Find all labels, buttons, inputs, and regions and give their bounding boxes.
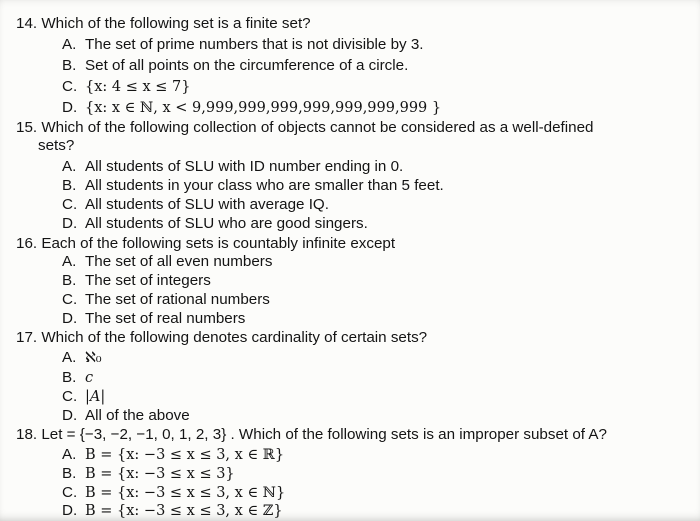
option-letter: B. (62, 465, 77, 482)
question-17-option-d (62, 406, 190, 425)
option-letter: D. (62, 99, 78, 116)
question-18-option-b (62, 464, 235, 484)
question-16-option-a (62, 252, 272, 271)
question-14-option-a (62, 35, 424, 54)
option-text: ℵ₀ (85, 350, 102, 366)
option-text: The set of real numbers (85, 310, 246, 327)
option-text: {x: 4 ≤ x ≤ 7} (85, 79, 191, 95)
question-18-stem: 18. Let = {−3, −2, −1, 0, 1, 2, 3} . Which of the following sets is an improper subset of A? (16, 426, 607, 443)
question-16-option-d (62, 309, 245, 328)
option-text: All students in your class who are smaller than 5 feet. (85, 177, 444, 194)
option-letter: A. (62, 36, 77, 53)
option-letter: A. (62, 349, 77, 366)
question-16-option-c (62, 290, 270, 309)
question-18-option-d (62, 501, 283, 521)
question-14-option-c (62, 77, 191, 97)
option-letter: C. (62, 484, 78, 501)
question-17-stem: 17. Which of the following denotes cardinality of certain sets? (16, 329, 428, 346)
option-letter: D. (62, 310, 78, 327)
option-letter: D. (62, 215, 78, 232)
option-letter: D. (62, 502, 78, 519)
option-text: The set of prime numbers that is not divisible by 3. (85, 36, 424, 53)
question-15-option-a (62, 157, 403, 176)
question-17-option-b (62, 368, 93, 388)
option-letter: D. (62, 407, 78, 424)
option-text: All students of SLU who are good singers. (85, 215, 368, 232)
option-text: c (85, 370, 94, 386)
option-text: {x: x ∈ ℕ, x < 9,999,999,999,999,999,999,999 } (85, 100, 442, 116)
question-14-option-b (62, 56, 408, 75)
option-text: B = {x: −3 ≤ x ≤ 3} (85, 466, 235, 482)
option-letter: C. (62, 291, 78, 308)
question-17-option-a (62, 348, 102, 368)
option-letter: C. (62, 78, 78, 95)
option-letter: B. (62, 57, 77, 74)
option-text: All students of SLU with average IQ. (85, 196, 329, 213)
question-16-option-b (62, 271, 211, 290)
option-letter: B. (62, 177, 77, 194)
option-letter: B. (62, 272, 77, 289)
question-14-stem: 14. Which of the following set is a finite set? (16, 15, 311, 32)
option-text: B = {x: −3 ≤ x ≤ 3, x ∈ ℕ} (85, 485, 286, 501)
option-letter: A. (62, 253, 77, 270)
option-text: B = {x: −3 ≤ x ≤ 3, x ∈ ℤ} (85, 503, 283, 519)
question-14-option-d (62, 98, 441, 118)
option-text: The set of integers (85, 272, 211, 289)
question-17-option-c (62, 387, 105, 407)
option-text: |A| (85, 389, 106, 405)
question-18-option-a (62, 445, 284, 465)
question-15-option-b (62, 176, 444, 195)
question-15-stem: 15. Which of the following collection of objects cannot be considered as a well-defined (16, 119, 594, 136)
option-text: Set of all points on the circumference of a circle. (85, 57, 409, 74)
question-16-stem: 16. Each of the following sets is countably infinite except (16, 235, 396, 252)
question-15-option-d (62, 214, 368, 233)
question-18-option-c (62, 483, 285, 503)
option-text: B = {x: −3 ≤ x ≤ 3, x ∈ ℝ} (85, 447, 285, 463)
option-letter: A. (62, 158, 77, 175)
option-text: The set of all even numbers (85, 253, 273, 270)
option-letter: A. (62, 446, 77, 463)
question-15-option-c (62, 195, 329, 214)
option-letter: C. (62, 388, 78, 405)
option-text: All of the above (85, 407, 190, 424)
option-letter: B. (62, 369, 77, 386)
option-letter: C. (62, 196, 78, 213)
question-15-stem-continued: sets? (38, 137, 75, 154)
option-text: The set of rational numbers (85, 291, 270, 308)
option-text: All students of SLU with ID number ending in 0. (85, 158, 404, 175)
